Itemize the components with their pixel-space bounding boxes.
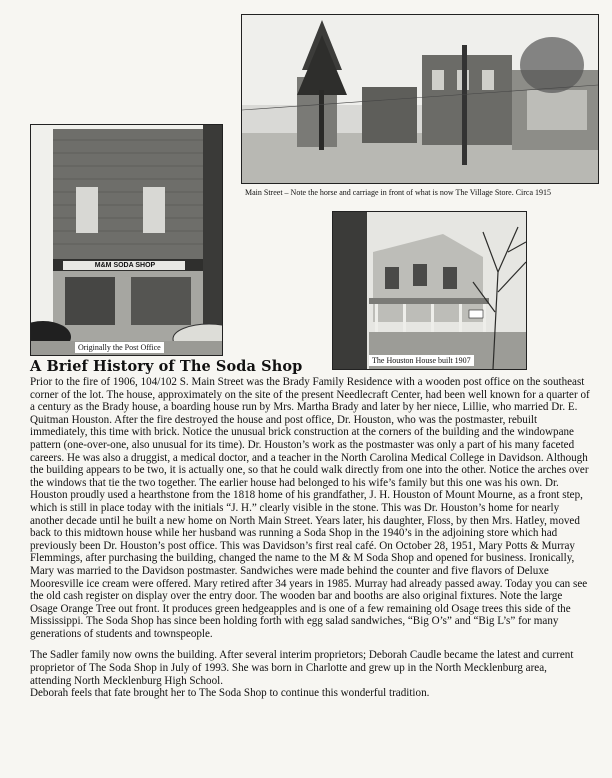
- soda-shop-caption: Originally the Post Office: [75, 342, 164, 353]
- soda-shop-illustration: [31, 125, 222, 355]
- article-title: A Brief History of The Soda Shop: [30, 358, 303, 375]
- article-paragraph-2: The Sadler family now owns the building. After several interim proprietors; Deborah Caudle became the latest and current proprietor of The Soda Shop in July of 1993. She was born in Charlotte and grew up in the North Mecklenburg area, attending North Mecklenburg High School.: [30, 649, 574, 687]
- main-street-photo: [241, 14, 599, 184]
- article-paragraph-1: Prior to the fire of 1906, 104/102 S. Main Street was the Brady Family Residence with a wooden post office on the southeast corner of the lot. The house, approximately on the site of the present Needlecraft Center, had been well known for a quarter of a century as the Brady house, a boarding house run by Mrs. Martha Brady and later by her niece, Lillie, who married Dr. E. Quitman Houston. After the fire destroyed the house and post office, Dr. Houston, who was the postmaster, rebuilt immediately, this time with brick. Notice the unusual brick construction at the corners of the building and the windowpane pattern (one-over-one, also unusual for its time). Dr. Houston’s work as the postmaster was only a part of his many faceted careers. He was also a druggist, a medical doctor, and a teacher in the North Carolina Medical College in Davidson. Although the building appears to be two, it is actually one, so that he could walk directly from one into the other. Notice the arches over the windows that tie the two together. The earlier house had belonged to his wife’s family but this one was his own. Dr. Houston proudly used a hearthstone from the 1818 home of his grandfather, J. H. Houston of Mount Mourne, as a front step, which is still in place today with the initials “J. H.” clearly visible in the stone. This was Dr. Houston’s home for nearly another decade until he built a new home on North Main Street. Years later, his daughter, Floss, by then Mrs. Hatley, moved back to this midtown house while her husband was running a Soda Shop in the 1940’s in the adjoining store which had previously been Dr. Houston’s post office. This was Davidson’s first real café. On October 28, 1951, Mary Potts & Murray Flemmings, after purchasing the building, changed the name to the M & M Soda Shop and opened for business. Ironically, Mary was married to the Davidson postmaster. Sandwiches were made behind the counter and five flavors of Deluxe Mooresville ice cream were offered. Mary retired after 34 years in 1985. Murray had already passed away. Today you can see the old cash register on display over the entry door. The wooden bar and booths are also original fixtures. Note the large Osage Orange Tree out front. It produces green hedgeapples and is one of a few remaining old Osage trees this side of the Mississippi. The Soda Shop has since been holding forth with egg salad sandwiches, “Big O’s” and “Big L’s” for many generations of students and townspeople.: [30, 376, 590, 640]
- article-paragraph-3: Deborah feels that fate brought her to The Soda Shop to continue this wonderful tradition.: [30, 687, 430, 700]
- main-street-illustration: [242, 15, 598, 183]
- article-body: [30, 376, 590, 709]
- soda-shop-sign: M&M SODA SHOP: [94, 262, 156, 269]
- houston-house-illustration: [333, 212, 526, 369]
- houston-house-photo: [332, 211, 527, 370]
- soda-shop-photo: [30, 124, 223, 356]
- houston-house-caption: The Houston House built 1907: [369, 355, 474, 366]
- main-street-caption: Main Street – Note the horse and carriage in front of what is now The Village Store. Circa 1915: [245, 188, 552, 197]
